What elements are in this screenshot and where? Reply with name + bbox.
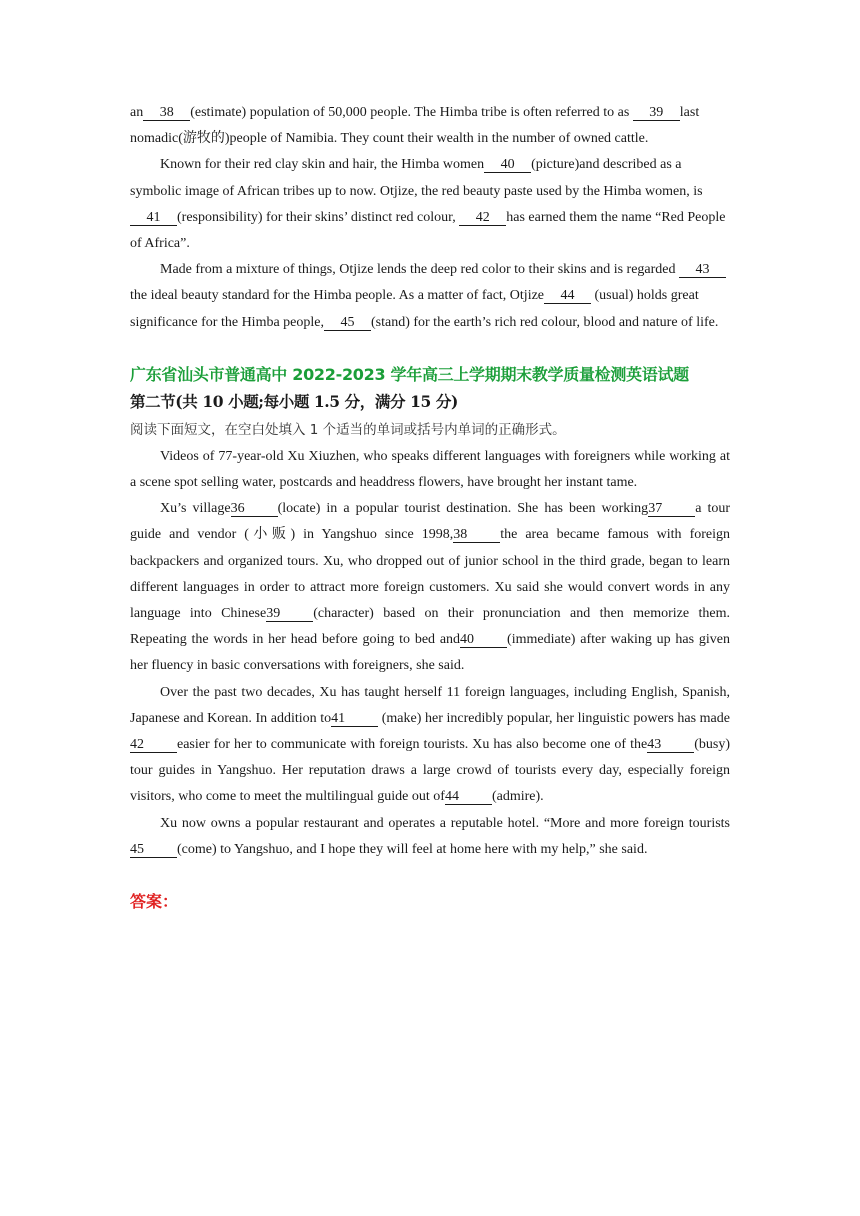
blank-41: 41 (331, 711, 378, 727)
text-run: easier for her to communicate with foreign tourists. Xu has also become one of the (177, 737, 648, 753)
blank-36: 36 (231, 501, 278, 517)
text-run: (stand) for the earth’s rich red colour, blood and nature of life. (370, 314, 719, 330)
blank-39: 39 (633, 105, 680, 121)
text-run: (immediate) after waking up has given her fluency in basic conversations with foreigners, she said. (130, 632, 730, 674)
text-run: Xu now owns a popular restaurant and operates a reputable hotel. “More and more foreign tourists (160, 815, 730, 831)
text-run: the area became famous with foreign backpackers and organized tours. Xu, who dropped out of junior school in the third grade, began to learn different languages in order to attract more foreign customers. Xu said she would convert words in any language into Chinese (130, 527, 730, 622)
text-run: Over the past two decades, Xu has taught herself 11 foreign languages, including English, Spanish, Japanese and Korean. In addition to (130, 684, 730, 726)
blank-39: 39 (266, 606, 313, 622)
instruction-text: 阅读下面短文，在空白处填入 1 个适当的单词或括号内单词的正确形式。 (130, 421, 566, 438)
blank-44: 44 (544, 288, 591, 304)
blank-37: 37 (648, 501, 695, 517)
passage-himba (130, 100, 730, 336)
blank-38: 38 (143, 105, 190, 121)
text-run: last nomadic(游牧的)people of Namibia. They count their wealth in the number of owned cattle. (130, 105, 700, 147)
paragraph (130, 496, 730, 679)
blank-44: 44 (445, 789, 492, 805)
blank-38: 38 (453, 527, 500, 543)
paragraph (130, 100, 730, 152)
text-run: a tour guide and vendor (小贩) in Yangshuo since 1998, (130, 501, 731, 543)
blank-43: 43 (647, 737, 694, 753)
blank-41: 41 (130, 210, 177, 226)
blank-40: 40 (460, 632, 507, 648)
text-run: (picture)and described as a symbolic image of African tribes up to now. Otjize, the red beauty paste used by the Himba women, is (130, 157, 703, 199)
text-run: an (130, 105, 144, 120)
blank-43: 43 (679, 262, 726, 278)
text-run: (responsibility) for their skins’ distinct red colour, (177, 209, 460, 225)
text-run: the ideal beauty standard for the Himba people. As a matter of fact, Otjize (130, 288, 545, 304)
blank-42: 42 (459, 210, 506, 226)
spacer (130, 336, 730, 362)
text-run: (make) her incredibly popular, her linguistic powers has made (378, 710, 730, 726)
text-run: (busy) tour guides in Yangshuo. Her reputation draws a large crowd of tourists every day, especially foreign visitors, who come to meet the multilingual guide out of (130, 737, 730, 805)
blank-42: 42 (130, 737, 177, 753)
text-run: Known for their red clay skin and hair, the Himba women (160, 157, 485, 173)
paragraph (130, 680, 730, 811)
exam-section-title: 广东省汕头市普通高中 2022-2023 学年高三上学期期末教学质量检测英语试题 (130, 364, 689, 384)
text-run: (come) to Yangshuo, and I hope they will feel at home here with my help,” she said. (177, 841, 648, 857)
passage-xu-xiuzhen (130, 444, 730, 863)
document-content (130, 100, 730, 915)
text-run: Videos of 77-year-old Xu Xiuzhen, who speaks different languages with foreigners while working at a scene spot selling water, postcards and headdress flowers, have brought her instant tame. (130, 448, 730, 491)
blank-40: 40 (484, 157, 531, 173)
text-run: Xu’s village (160, 501, 231, 517)
paragraph (130, 811, 730, 863)
paragraph (130, 444, 730, 496)
spacer (130, 863, 730, 889)
text-run: Made from a mixture of things, Otjize lends the deep red color to their skins and is regarded (160, 262, 680, 278)
text-run: (character) based on their pronunciation and then memorize them. Repeating the words in her head before going to bed and (130, 606, 730, 648)
text-run: (usual) holds great significance for the Himba people, (130, 288, 699, 330)
text-run: has earned them the name “Red People of Africa”. (130, 209, 726, 252)
text-run: (locate) in a popular tourist destination. She has been working (277, 501, 649, 517)
paragraph (130, 257, 730, 336)
blank-45: 45 (130, 842, 177, 858)
text-run: (estimate) population of 50,000 people. The Himba tribe is often referred to as (190, 105, 633, 120)
paragraph (130, 152, 730, 257)
blank-45: 45 (324, 315, 371, 331)
section-subtitle: 第二节(共 10 小题;每小题 1.5 分，满分 15 分) (130, 391, 458, 411)
text-run: (admire). (491, 789, 544, 805)
answer-label: 答案： (130, 892, 179, 912)
